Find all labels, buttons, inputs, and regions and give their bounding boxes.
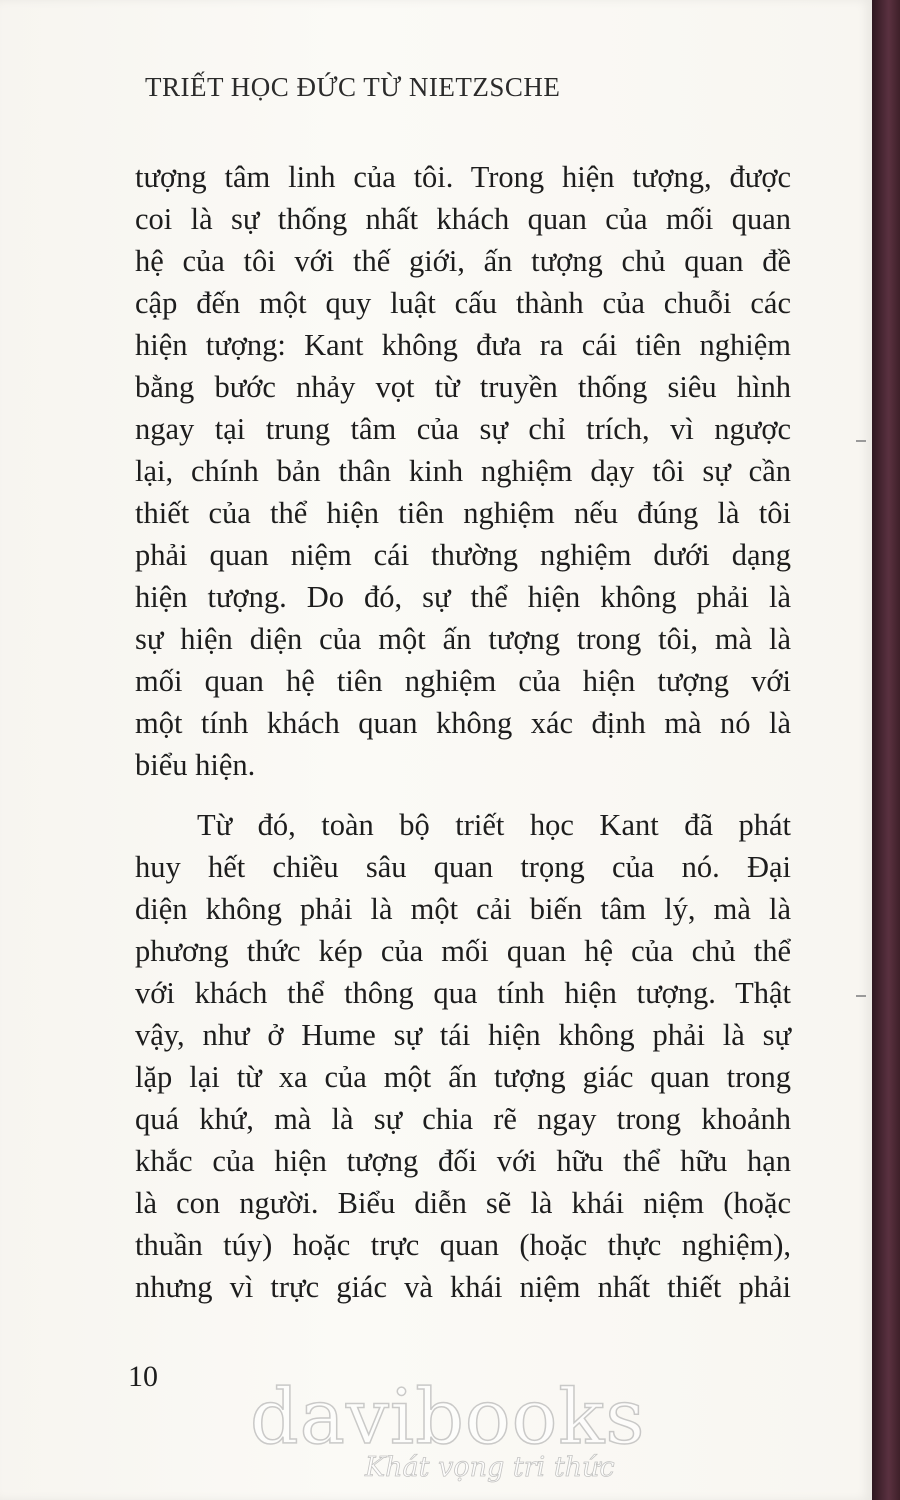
page-edge-mark xyxy=(856,440,866,442)
text-line: hiện tượng: Kant không đưa ra cái tiên nghiệm xyxy=(135,328,791,362)
paragraph-2 xyxy=(135,804,791,1308)
text-line: hiện tượng. Do đó, sự thể hiện không phải là xyxy=(135,580,791,614)
watermark-tagline: Khát vọng tri thức xyxy=(365,1452,615,1483)
text-line: với khách thể thông qua tính hiện tượng. Thật xyxy=(135,976,791,1010)
page-edge-mark xyxy=(856,995,866,997)
running-head: TRIẾT HỌC ĐỨC TỪ NIETZSCHE xyxy=(145,72,561,102)
text-line: mối quan hệ tiên nghiệm của hiện tượng với xyxy=(135,664,791,698)
text-line: diện không phải là một cải biến tâm lý, mà là xyxy=(135,892,791,926)
text-line: hệ của tôi với thế giới, ấn tượng chủ quan đề xyxy=(135,244,791,278)
text-line: Từ đó, toàn bộ triết học Kant đã phát xyxy=(197,808,791,842)
text-line: thiết của thể hiện tiên nghiệm nếu đúng là tôi xyxy=(135,496,791,530)
text-line: là con người. Biểu diễn sẽ là khái niệm (hoặc xyxy=(135,1186,791,1220)
paragraph-1 xyxy=(135,156,791,786)
text-line: quá khứ, mà là sự chia rẽ ngay trong khoảnh xyxy=(135,1102,791,1136)
book-spine xyxy=(872,0,900,1500)
text-line: tượng tâm linh của tôi. Trong hiện tượng, được xyxy=(135,160,791,194)
text-line: cập đến một quy luật cấu thành của chuỗi các xyxy=(135,286,791,320)
text-line: phải quan niệm cái thường nghiệm dưới dạng xyxy=(135,538,791,572)
text-line: bằng bước nhảy vọt từ truyền thống siêu hình xyxy=(135,370,791,404)
text-line: một tính khách quan không xác định mà nó là xyxy=(135,706,791,740)
text-line: lặp lại từ xa của một ấn tượng giác quan trong xyxy=(135,1060,791,1094)
text-line: phương thức kép của mối quan hệ của chủ thể xyxy=(135,934,791,968)
text-line: khắc của hiện tượng đối với hữu thể hữu hạn xyxy=(135,1144,791,1178)
page-number: 10 xyxy=(128,1360,158,1393)
watermark-logo: davibooks xyxy=(250,1372,646,1461)
text-line: huy hết chiều sâu quan trọng của nó. Đại xyxy=(135,850,791,884)
text-line: lại, chính bản thân kinh nghiệm dạy tôi sự cần xyxy=(135,454,791,488)
body-text xyxy=(135,156,791,1308)
text-line: sự hiện diện của một ấn tượng trong tôi, mà là xyxy=(135,622,791,656)
text-line: coi là sự thống nhất khách quan của mối quan xyxy=(135,202,791,236)
text-line: vậy, như ở Hume sự tái hiện không phải là sự xyxy=(135,1018,791,1052)
text-line: nhưng vì trực giác và khái niệm nhất thiết phải xyxy=(135,1270,791,1304)
paragraph-spacer xyxy=(135,786,791,804)
text-line: biểu hiện. xyxy=(135,748,256,782)
text-line: thuần túy) hoặc trực quan (hoặc thực nghiệm), xyxy=(135,1228,791,1262)
text-line: ngay tại trung tâm của sự chỉ trích, vì ngược xyxy=(135,412,791,446)
